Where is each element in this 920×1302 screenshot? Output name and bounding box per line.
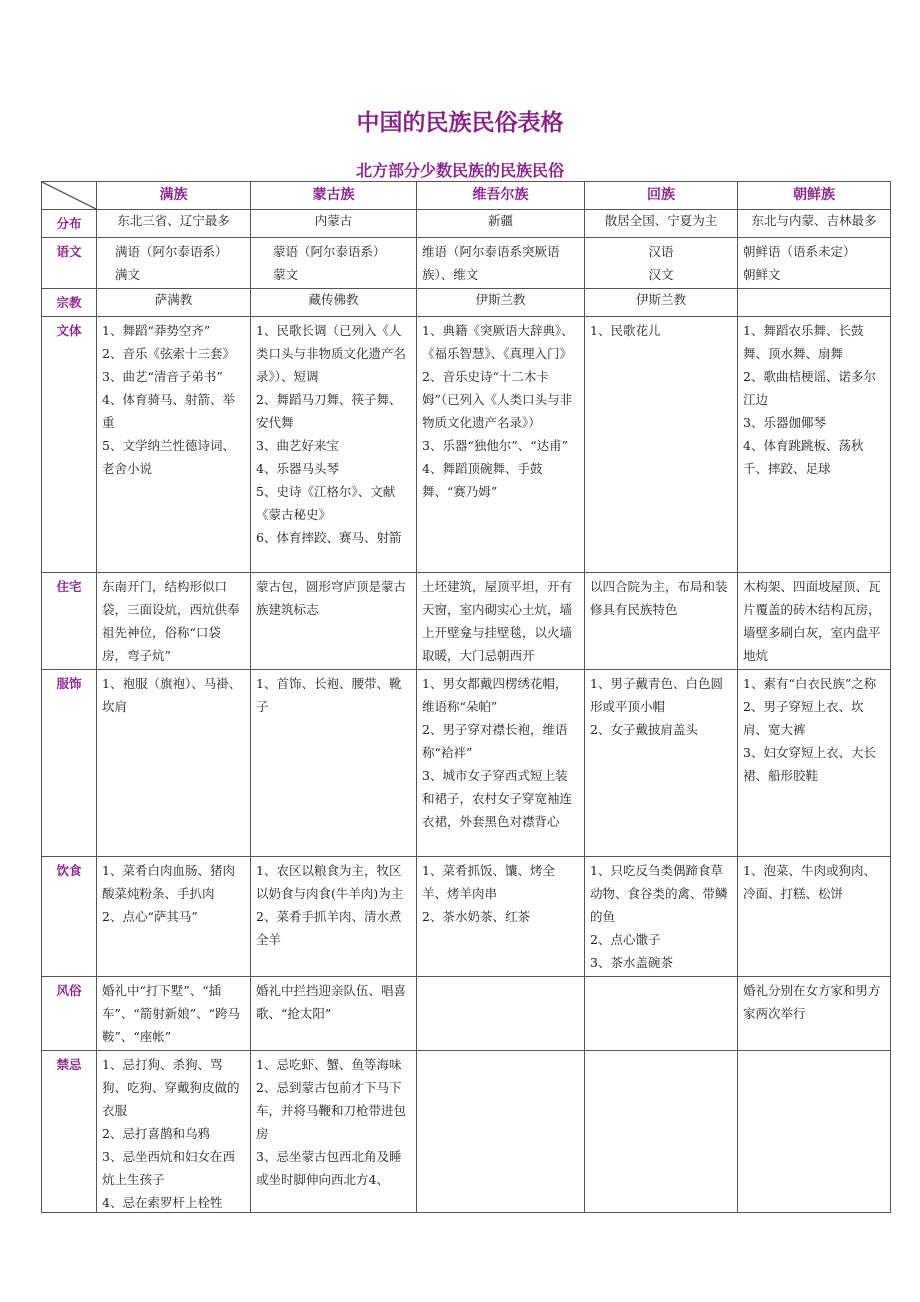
row-language — [42, 238, 891, 289]
row-housing — [42, 573, 891, 670]
language-spoken: 维语（阿尔泰语系突厥语族）、维文 — [422, 244, 560, 282]
language-spoken: 满语（阿尔泰语系） — [115, 244, 228, 259]
row-header-language: 语文 — [42, 238, 97, 289]
row-taboo — [42, 1051, 891, 1213]
cell-region-manchu: 东北三省、辽宁最多 — [97, 210, 251, 238]
cell-housing-manchu: 东南开门，结构形似口袋，三面设炕，西炕供奉祖先神位，俗称“口袋房，弯子炕” — [97, 573, 251, 670]
cell-region-mongol: 内蒙古 — [251, 210, 417, 238]
cell-taboo-korean — [738, 1051, 891, 1213]
cell-religion-mongol: 藏传佛教 — [251, 289, 417, 317]
cell-food-korean: 1、泡菜、牛肉或狗肉、冷面、打糕、松饼 — [738, 857, 891, 977]
cell-language-mongol — [251, 238, 417, 289]
row-header-food: 饮食 — [42, 857, 97, 977]
row-header-housing: 住宅 — [42, 573, 97, 670]
cell-language-hui — [585, 238, 738, 289]
row-food — [42, 857, 891, 977]
table-subtitle: 北方部分少数民族的民族民俗 — [355, 161, 564, 180]
cell-culture-uyghur: 1、典籍《突厥语大辞典》、《福乐智慧》、《真理入门》 2、音乐史诗“十二木卡姆”（已列入《人类口头与非物质文化遗产名录》） 3、乐器“独他尔”、“达甫” 4、舞蹈顶碗舞、手鼓舞、“赛乃姆” — [417, 317, 585, 573]
cell-food-mongol: 1、农区以粮食为主，牧区以奶食与肉食(牛羊肉)为主 2、菜肴手抓羊肉、清水煮全羊 — [251, 857, 417, 977]
language-spoken: 蒙语（阿尔泰语系） — [273, 244, 386, 259]
cell-custom-mongol: 婚礼中拦挡迎亲队伍、唱喜歌、“抢太阳” — [251, 977, 417, 1051]
cell-clothing-korean: 1、素有“白衣民族”之称 2、男子穿短上衣、坎肩、宽大裤 3、妇女穿短上衣、大长裙、船形胶鞋 — [738, 670, 891, 857]
cell-housing-uyghur: 土坯建筑，屋顶平坦，开有天窗，室内砌实心土炕，墙上开壁龛与挂壁毯，以火墙取暖，大门忌朝西开 — [417, 573, 585, 670]
cell-housing-korean: 木构架、四面坡屋顶、瓦片覆盖的砖木结构瓦房，墙壁多刷白灰，室内盘平地炕 — [738, 573, 891, 670]
language-written: 满文 — [115, 267, 141, 282]
cell-housing-mongol: 蒙古包，圆形穹庐顶是蒙古族建筑标志 — [251, 573, 417, 670]
cell-clothing-manchu: 1、袍服（旗袍）、马褂、坎肩 — [97, 670, 251, 857]
row-header-culture: 文体 — [42, 317, 97, 573]
cell-taboo-uyghur — [417, 1051, 585, 1213]
taboo-text: 1、忌打狗、杀狗、骂狗、吃狗、穿戴狗皮做的衣服 2、忌打喜鹊和乌鸦 3、忌坐西炕和妇女在西炕上生孩子 4、忌在索罗杆上栓牲 — [102, 1057, 240, 1210]
cell-region-korean: 东北与内蒙、吉林最多 — [738, 210, 891, 238]
column-header-uyghur: 维吾尔族 — [417, 182, 585, 210]
cell-culture-manchu: 1、舞蹈“莽势空齐” 2、音乐《弦索十三套》 3、曲艺“清音子弟书” 4、体育骑马、射箭、举重 5、文学纳兰性德诗词、老舍小说 — [97, 317, 251, 573]
cell-clothing-hui: 1、男子戴青色、白色圆形或平顶小帽 2、女子戴披肩盖头 — [585, 670, 738, 857]
row-custom — [42, 977, 891, 1051]
column-header-korean: 朝鲜族 — [738, 182, 891, 210]
cell-region-hui: 散居全国、宁夏为主 — [585, 210, 738, 238]
cell-culture-mongol: 1、民歌长调（已列入《人类口头与非物质文化遗产名录》）、短调 2、舞蹈马刀舞、筷子舞、安代舞 3、曲艺好来宝 4、乐器马头琴 5、史诗《江格尔》、文献《蒙古秘史》 6、体育摔跤、赛马、射箭 — [251, 317, 417, 573]
cell-food-uyghur: 1、菜肴抓饭、馕、烤全羊、烤羊肉串 2、茶水奶茶、红茶 — [417, 857, 585, 977]
row-header-taboo: 禁忌 — [42, 1051, 97, 1213]
cell-religion-uyghur: 伊斯兰教 — [417, 289, 585, 317]
cell-custom-uyghur — [417, 977, 585, 1051]
corner-cell — [42, 182, 97, 210]
row-header-religion: 宗教 — [42, 289, 97, 317]
language-spoken: 汉语 — [648, 244, 674, 259]
cell-food-manchu: 1、菜肴白肉血肠、猪肉酸菜炖粉条、手扒肉 2、点心“萨其马” — [97, 857, 251, 977]
language-spoken: 朝鲜语（语系未定） — [743, 244, 856, 259]
row-header-region: 分布 — [42, 210, 97, 238]
cell-language-korean — [738, 238, 891, 289]
language-written: 蒙文 — [273, 267, 299, 282]
cell-language-uyghur — [417, 238, 585, 289]
ethnic-customs-table — [41, 181, 891, 1213]
language-written: 汉文 — [648, 267, 674, 282]
cell-custom-manchu: 婚礼中“打下墅”、“插车”、“箭射新娘”、“跨马鞍”、“座帐” — [97, 977, 251, 1051]
cell-housing-hui: 以四合院为主，布局和装修具有民族特色 — [585, 573, 738, 670]
cell-language-manchu — [97, 238, 251, 289]
cell-food-hui: 1、只吃反刍类偶蹄食草动物、食谷类的禽、带鳞的鱼 2、点心馓子 3、茶水盖碗茶 — [585, 857, 738, 977]
cell-taboo-manchu — [97, 1051, 251, 1213]
cell-clothing-uyghur: 1、男女都戴四楞绣花帽，维语称“朵帕” 2、男子穿对襟长袍，维语称“袷袢” 3、城市女子穿西式短上装和裙子，农村女子穿宽袖连衣裙，外套黑色对襟背心 — [417, 670, 585, 857]
cell-taboo-hui — [585, 1051, 738, 1213]
header-row — [42, 182, 891, 210]
taboo-text: 1、忌吃虾、蟹、鱼等海味 2、忌到蒙古包前才下马下车，并将马鞭和刀枪带进包房 3、忌坐蒙古包西北角及睡或坐时脚伸向西北方4、 — [256, 1057, 407, 1187]
row-header-custom: 风俗 — [42, 977, 97, 1051]
column-header-manchu: 满族 — [97, 182, 251, 210]
cell-custom-hui — [585, 977, 738, 1051]
cell-clothing-mongol: 1、首饰、长袍、腰带、靴子 — [251, 670, 417, 857]
cell-culture-korean: 1、舞蹈农乐舞、长鼓舞、顶水舞、扇舞 2、歌曲桔梗谣、诺多尔江边 3、乐器伽倻琴 4、体育跳跳板、荡秋千、摔跤、足球 — [738, 317, 891, 573]
column-header-mongol: 蒙古族 — [251, 182, 417, 210]
cell-taboo-mongol — [251, 1051, 417, 1213]
cell-religion-korean — [738, 289, 891, 317]
cell-religion-manchu: 萨满教 — [97, 289, 251, 317]
cell-custom-korean: 婚礼分别在女方家和男方家两次举行 — [738, 977, 891, 1051]
cell-religion-hui: 伊斯兰教 — [585, 289, 738, 317]
row-culture — [42, 317, 891, 573]
page-title: 中国的民族民俗表格 — [356, 110, 564, 136]
cell-region-uyghur: 新疆 — [417, 210, 585, 238]
row-header-clothing: 服饰 — [42, 670, 97, 857]
row-clothing — [42, 670, 891, 857]
language-written: 朝鲜文 — [743, 267, 781, 282]
cell-culture-hui: 1、民歌花儿 — [585, 317, 738, 573]
row-region — [42, 210, 891, 238]
column-header-hui: 回族 — [585, 182, 738, 210]
row-religion — [42, 289, 891, 317]
diagonal-divider — [42, 182, 96, 209]
